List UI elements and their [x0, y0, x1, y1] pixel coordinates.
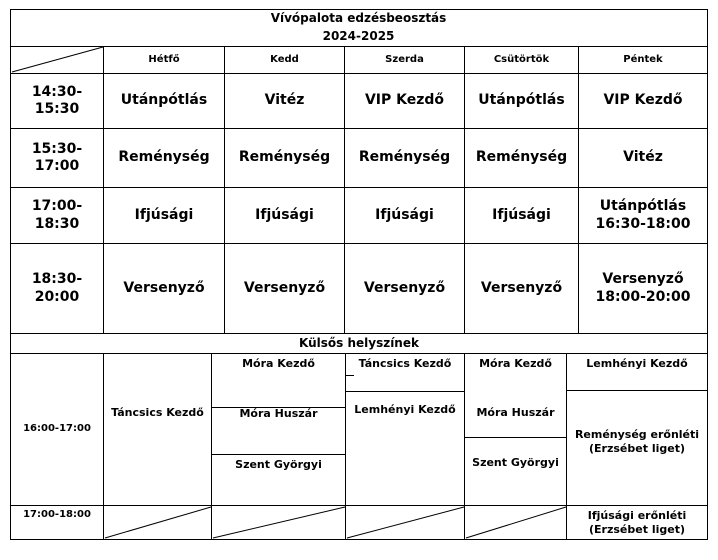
session-cell: VIP Kezdő [603, 92, 683, 109]
external-tuesday-session: Móra Huszár [239, 407, 318, 420]
session-location: (Erzsébet liget) [589, 523, 685, 536]
external-friday-session: Lemhényi Kezdő [586, 357, 688, 370]
external-thursday-session: Móra Huszár [476, 406, 555, 420]
external-heading: Külsős helyszínek [299, 336, 419, 350]
external-tuesday-session: Móra Kezdő [242, 357, 315, 370]
external-time-slot-1: 16:00-17:00 [23, 423, 91, 435]
day-header-friday: Péntek [623, 53, 663, 65]
time-slot-2: 15:30-17:00 [31, 140, 83, 174]
season-label: 2024-2025 [322, 29, 395, 43]
session-cell: Vitéz [264, 92, 305, 109]
external-wednesday-session: Táncsics Kezdő [358, 357, 452, 370]
day-header-monday: Hétfő [148, 53, 180, 65]
session-cell: Ifjúsági [255, 206, 314, 223]
schedule-title: Vívópalota edzésbeosztás [270, 11, 447, 25]
session-cell: Versenyző [363, 279, 446, 296]
session-cell: Reménység [358, 149, 451, 166]
external-thursday-session: Szent Györgyi [472, 456, 559, 470]
external-monday-session: Táncsics Kezdő [111, 406, 204, 420]
day-header-wednesday: Szerda [385, 53, 424, 65]
session-cell: Ifjúsági [134, 206, 194, 223]
friday-session-cell [579, 188, 707, 243]
friday-session-cell [579, 244, 707, 333]
time-slot-4: 18:30-20:00 [31, 271, 83, 305]
session-cell: Versenyző [243, 279, 326, 296]
session-cell: Ifjúsági [375, 206, 434, 223]
session-cell: Ifjúsági [492, 206, 551, 223]
session-group: Reménység erőnléti [574, 428, 700, 442]
session-group: Versenyző [602, 271, 684, 287]
day-header-tuesday: Kedd [270, 53, 299, 65]
time-slot-1: 14:30-15:30 [31, 83, 83, 117]
external-friday-late-session [567, 506, 707, 540]
day-header-thursday: Csütörtök [493, 53, 550, 65]
session-cell: Reménység [238, 149, 331, 166]
session-group: Ifjúsági erőnléti [587, 509, 687, 523]
session-cell: Vitéz [623, 149, 663, 166]
session-cell: VIP Kezdő [364, 92, 445, 109]
session-cell: Reménység [118, 149, 210, 166]
session-time: 16:30-18:00 [595, 215, 691, 232]
session-group: Utánpótlás [599, 198, 687, 214]
external-friday-session [567, 421, 707, 463]
external-time-slot-2: 17:00-18:00 [23, 509, 91, 520]
session-cell: Utánpótlás [120, 92, 208, 109]
session-location: (Erzsébet liget) [589, 442, 685, 455]
external-wednesday-session: Lemhényi Kezdő [354, 403, 456, 416]
session-cell: Versenyző [480, 279, 563, 296]
external-thursday-session: Móra Kezdő [479, 357, 552, 370]
time-slot-3: 17:00-18:30 [31, 198, 83, 232]
session-time: 18:00-20:00 [595, 288, 691, 305]
session-cell: Reménység [475, 149, 568, 166]
session-cell: Utánpótlás [478, 92, 565, 109]
session-cell: Versenyző [123, 279, 205, 296]
external-tuesday-session: Szent Györgyi [235, 458, 322, 471]
